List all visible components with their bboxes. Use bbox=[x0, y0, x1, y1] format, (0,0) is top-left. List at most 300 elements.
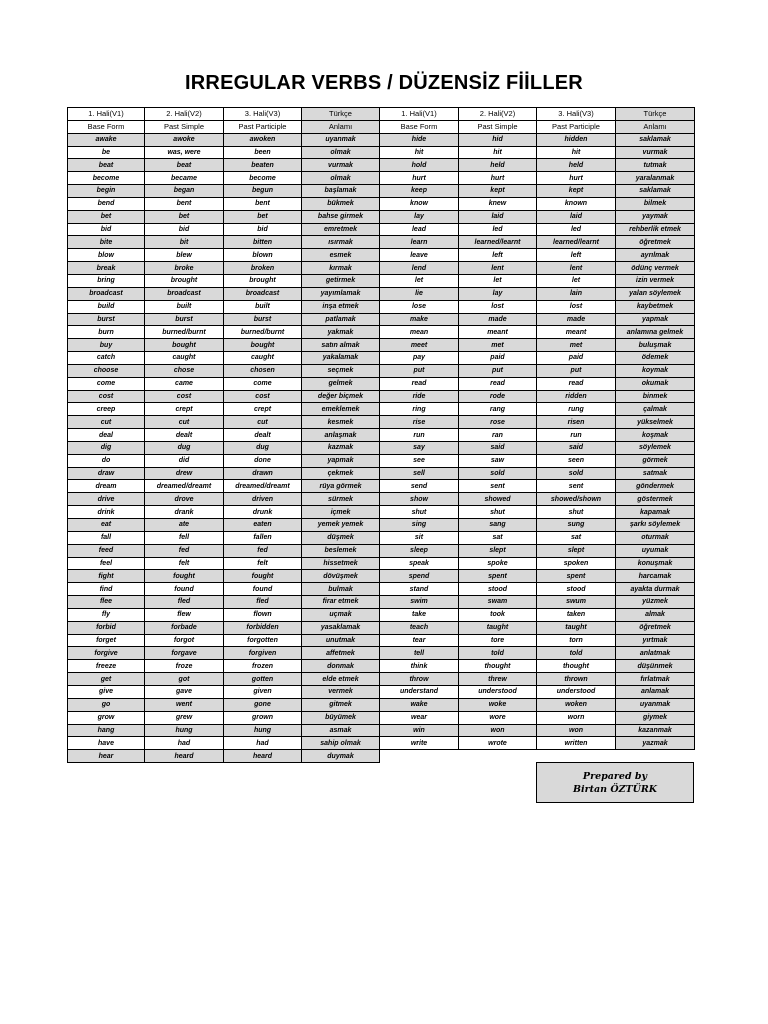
cell-meaning-left: yakalamak bbox=[302, 352, 380, 365]
cell-v1-left: be bbox=[68, 146, 145, 159]
cell-v2-left: felt bbox=[145, 557, 224, 570]
cell-v2-right: sang bbox=[459, 519, 537, 532]
cell-v2-left: flew bbox=[145, 608, 224, 621]
cell-v1-left: do bbox=[68, 454, 145, 467]
cell-v1-right: sleep bbox=[380, 544, 459, 557]
cell-meaning-right: yalan söylemek bbox=[616, 287, 695, 300]
cell-meaning-right: yükselmek bbox=[616, 416, 695, 429]
header-v1-right: Base Form bbox=[380, 120, 459, 133]
cell-v2-left: forbade bbox=[145, 621, 224, 634]
cell-v2-right: rose bbox=[459, 416, 537, 429]
cell-v2-left: ate bbox=[145, 519, 224, 532]
cell-meaning-left: bulmak bbox=[302, 583, 380, 596]
cell-v1-left: burn bbox=[68, 326, 145, 339]
cell-v2-left: built bbox=[145, 300, 224, 313]
cell-v1-left: deal bbox=[68, 429, 145, 442]
table-row bbox=[68, 519, 695, 532]
cell-v2-left: did bbox=[145, 454, 224, 467]
cell-v3-right: held bbox=[537, 159, 616, 172]
cell-v2-right: hit bbox=[459, 146, 537, 159]
cell-v3-left: begun bbox=[224, 185, 302, 198]
cell-v3-right: written bbox=[537, 737, 616, 750]
cell-v1-right: speak bbox=[380, 557, 459, 570]
cell-v1-left: feel bbox=[68, 557, 145, 570]
cell-meaning-left: yapmak bbox=[302, 454, 380, 467]
cell-v2-left: brought bbox=[145, 274, 224, 287]
cell-meaning-right: şarkı söylemek bbox=[616, 519, 695, 532]
cell-v1-left: get bbox=[68, 673, 145, 686]
cell-v1-right: rise bbox=[380, 416, 459, 429]
cell-v2-left: forgave bbox=[145, 647, 224, 660]
cell-meaning-right: çalmak bbox=[616, 403, 695, 416]
table-row bbox=[68, 313, 695, 326]
table-row bbox=[68, 197, 695, 210]
cell-v2-right bbox=[459, 750, 537, 763]
cell-v1-right: lose bbox=[380, 300, 459, 313]
cell-v3-right: laid bbox=[537, 210, 616, 223]
cell-v1-right: lay bbox=[380, 210, 459, 223]
cell-v3-left: given bbox=[224, 685, 302, 698]
cell-v2-left: burst bbox=[145, 313, 224, 326]
cell-v1-left: hang bbox=[68, 724, 145, 737]
cell-v3-left: cut bbox=[224, 416, 302, 429]
cell-meaning-left: gitmek bbox=[302, 698, 380, 711]
cell-v2-right: spent bbox=[459, 570, 537, 583]
cell-meaning-right: konuşmak bbox=[616, 557, 695, 570]
cell-v3-right: hit bbox=[537, 146, 616, 159]
prepared-by-box bbox=[536, 762, 694, 803]
cell-v2-right: took bbox=[459, 608, 537, 621]
table-row bbox=[68, 634, 695, 647]
cell-meaning-left: unutmak bbox=[302, 634, 380, 647]
cell-v1-left: beat bbox=[68, 159, 145, 172]
cell-meaning-right: fırlatmak bbox=[616, 673, 695, 686]
table-row bbox=[68, 480, 695, 493]
cell-v3-right bbox=[537, 750, 616, 763]
cell-v3-left: fought bbox=[224, 570, 302, 583]
cell-v2-left: burned/burnt bbox=[145, 326, 224, 339]
cell-v2-right: shut bbox=[459, 506, 537, 519]
cell-meaning-right: kaybetmek bbox=[616, 300, 695, 313]
table-row bbox=[68, 262, 695, 275]
cell-meaning-right: bilmek bbox=[616, 197, 695, 210]
table-row bbox=[68, 274, 695, 287]
cell-v3-left: awoken bbox=[224, 133, 302, 146]
cell-v3-right: told bbox=[537, 647, 616, 660]
cell-meaning-right: uyanmak bbox=[616, 698, 695, 711]
cell-v1-right: stand bbox=[380, 583, 459, 596]
cell-v1-right: leave bbox=[380, 249, 459, 262]
cell-v3-right: sat bbox=[537, 531, 616, 544]
cell-v2-left: bit bbox=[145, 236, 224, 249]
cell-v2-left: cut bbox=[145, 416, 224, 429]
table-row bbox=[68, 750, 695, 763]
cell-v1-left: draw bbox=[68, 467, 145, 480]
cell-v2-right: read bbox=[459, 377, 537, 390]
cell-meaning-left: satın almak bbox=[302, 339, 380, 352]
cell-v1-left: cut bbox=[68, 416, 145, 429]
cell-v3-left: forgotten bbox=[224, 634, 302, 647]
cell-v1-right: teach bbox=[380, 621, 459, 634]
cell-v2-left: drank bbox=[145, 506, 224, 519]
cell-v3-right: run bbox=[537, 429, 616, 442]
table-row bbox=[68, 364, 695, 377]
cell-v1-left: bet bbox=[68, 210, 145, 223]
table-row bbox=[68, 724, 695, 737]
cell-meaning-left: elde etmek bbox=[302, 673, 380, 686]
table-row bbox=[68, 608, 695, 621]
cell-meaning-right: anlatmak bbox=[616, 647, 695, 660]
cell-v2-left: bent bbox=[145, 197, 224, 210]
cell-v3-right: thought bbox=[537, 660, 616, 673]
cell-v2-right: lay bbox=[459, 287, 537, 300]
cell-v2-left: bought bbox=[145, 339, 224, 352]
cell-v3-left: become bbox=[224, 172, 302, 185]
cell-v1-right: know bbox=[380, 197, 459, 210]
cell-meaning-left: düşmek bbox=[302, 531, 380, 544]
table-row bbox=[68, 172, 695, 185]
cell-meaning-right: yüzmek bbox=[616, 596, 695, 609]
cell-meaning-right: öğretmek bbox=[616, 236, 695, 249]
cell-meaning-right: ödünç vermek bbox=[616, 262, 695, 275]
cell-meaning-right: yaymak bbox=[616, 210, 695, 223]
cell-v3-left: bought bbox=[224, 339, 302, 352]
table-row bbox=[68, 698, 695, 711]
cell-v1-right: run bbox=[380, 429, 459, 442]
cell-v1-right: let bbox=[380, 274, 459, 287]
cell-v3-left: come bbox=[224, 377, 302, 390]
table-row bbox=[68, 403, 695, 416]
cell-v1-left: flee bbox=[68, 596, 145, 609]
cell-v1-right: swim bbox=[380, 596, 459, 609]
cell-meaning-left: inşa etmek bbox=[302, 300, 380, 313]
cell-v2-right: slept bbox=[459, 544, 537, 557]
cell-v1-left: fall bbox=[68, 531, 145, 544]
cell-meaning-left: affetmek bbox=[302, 647, 380, 660]
cell-v1-right: show bbox=[380, 493, 459, 506]
cell-v2-left: broadcast bbox=[145, 287, 224, 300]
cell-v3-left: fled bbox=[224, 596, 302, 609]
cell-v3-right: met bbox=[537, 339, 616, 352]
cell-v2-left: broke bbox=[145, 262, 224, 275]
cell-meaning-left: vurmak bbox=[302, 159, 380, 172]
cell-v3-right: put bbox=[537, 364, 616, 377]
cell-meaning-right: ayrılmak bbox=[616, 249, 695, 262]
table-row bbox=[68, 429, 695, 442]
cell-v2-left: hung bbox=[145, 724, 224, 737]
cell-v2-right: meant bbox=[459, 326, 537, 339]
cell-v3-left: forgiven bbox=[224, 647, 302, 660]
cell-meaning-right: yırtmak bbox=[616, 634, 695, 647]
cell-v2-left: drove bbox=[145, 493, 224, 506]
table-row bbox=[68, 223, 695, 236]
cell-v3-right: lost bbox=[537, 300, 616, 313]
cell-meaning-right: yaralanmak bbox=[616, 172, 695, 185]
cell-v2-right: held bbox=[459, 159, 537, 172]
cell-v1-right: pay bbox=[380, 352, 459, 365]
cell-meaning-left: sahip olmak bbox=[302, 737, 380, 750]
cell-v3-left: fallen bbox=[224, 531, 302, 544]
cell-v1-left: give bbox=[68, 685, 145, 698]
cell-meaning-left: getirmek bbox=[302, 274, 380, 287]
table-row bbox=[68, 711, 695, 724]
table-body bbox=[68, 133, 695, 762]
cell-v3-left: fed bbox=[224, 544, 302, 557]
table-row bbox=[68, 685, 695, 698]
cell-meaning-right: binmek bbox=[616, 390, 695, 403]
cell-v1-right: shut bbox=[380, 506, 459, 519]
cell-v3-right: understood bbox=[537, 685, 616, 698]
cell-v3-left: had bbox=[224, 737, 302, 750]
cell-meaning-right: yazmak bbox=[616, 737, 695, 750]
cell-meaning-left: yasaklamak bbox=[302, 621, 380, 634]
cell-meaning-right bbox=[616, 750, 695, 763]
cell-v3-right: let bbox=[537, 274, 616, 287]
cell-v3-left: dreamed/dreamt bbox=[224, 480, 302, 493]
cell-v2-left: dealt bbox=[145, 429, 224, 442]
cell-meaning-left: emeklemek bbox=[302, 403, 380, 416]
cell-meaning-right: göstermek bbox=[616, 493, 695, 506]
cell-v2-left: drew bbox=[145, 467, 224, 480]
cell-v1-right: think bbox=[380, 660, 459, 673]
cell-v2-left: fed bbox=[145, 544, 224, 557]
header-v2-right: 2. Hali(V2) bbox=[459, 108, 537, 121]
cell-v3-right: seen bbox=[537, 454, 616, 467]
cell-v3-right: worn bbox=[537, 711, 616, 724]
cell-v1-left: creep bbox=[68, 403, 145, 416]
cell-meaning-right: ayakta durmak bbox=[616, 583, 695, 596]
cell-v2-right: won bbox=[459, 724, 537, 737]
cell-v3-left: grown bbox=[224, 711, 302, 724]
cell-meaning-left: emretmek bbox=[302, 223, 380, 236]
cell-v1-right: learn bbox=[380, 236, 459, 249]
cell-v1-right: mean bbox=[380, 326, 459, 339]
table-row bbox=[68, 583, 695, 596]
table-row bbox=[68, 326, 695, 339]
cell-v3-right: showed/shown bbox=[537, 493, 616, 506]
cell-meaning-left: uyanmak bbox=[302, 133, 380, 146]
cell-v2-left: went bbox=[145, 698, 224, 711]
cell-meaning-right: koşmak bbox=[616, 429, 695, 442]
cell-v1-left: hear bbox=[68, 750, 145, 763]
cell-meaning-left: kazmak bbox=[302, 441, 380, 454]
cell-v3-left: eaten bbox=[224, 519, 302, 532]
cell-v3-right: said bbox=[537, 441, 616, 454]
cell-v1-left: drive bbox=[68, 493, 145, 506]
cell-v2-right: wrote bbox=[459, 737, 537, 750]
cell-v1-right: lead bbox=[380, 223, 459, 236]
cell-v3-right: left bbox=[537, 249, 616, 262]
cell-v3-right: led bbox=[537, 223, 616, 236]
cell-v3-left: found bbox=[224, 583, 302, 596]
table-row bbox=[68, 210, 695, 223]
cell-meaning-right: görmek bbox=[616, 454, 695, 467]
cell-meaning-left: anlaşmak bbox=[302, 429, 380, 442]
cell-meaning-right: ödemek bbox=[616, 352, 695, 365]
table-row bbox=[68, 570, 695, 583]
cell-v2-right: ran bbox=[459, 429, 537, 442]
cell-meaning-right: anlamak bbox=[616, 685, 695, 698]
cell-v1-left: begin bbox=[68, 185, 145, 198]
cell-v3-left: dug bbox=[224, 441, 302, 454]
cell-v3-right: paid bbox=[537, 352, 616, 365]
cell-v1-left: eat bbox=[68, 519, 145, 532]
table-row bbox=[68, 621, 695, 634]
cell-v2-right: lost bbox=[459, 300, 537, 313]
cell-v3-right: taken bbox=[537, 608, 616, 621]
cell-v1-right: write bbox=[380, 737, 459, 750]
cell-v3-left: felt bbox=[224, 557, 302, 570]
cell-meaning-right: oturmak bbox=[616, 531, 695, 544]
cell-meaning-right: almak bbox=[616, 608, 695, 621]
cell-v3-right: sold bbox=[537, 467, 616, 480]
cell-v2-right: sold bbox=[459, 467, 537, 480]
table-row bbox=[68, 236, 695, 249]
cell-v2-right: woke bbox=[459, 698, 537, 711]
cell-v3-left: bet bbox=[224, 210, 302, 223]
cell-v1-right: take bbox=[380, 608, 459, 621]
cell-v1-right bbox=[380, 750, 459, 763]
cell-v1-right: wake bbox=[380, 698, 459, 711]
header-v1-left: 1. Hali(V1) bbox=[68, 108, 145, 121]
cell-v2-right: said bbox=[459, 441, 537, 454]
cell-v3-right: torn bbox=[537, 634, 616, 647]
cell-v2-left: dreamed/dreamt bbox=[145, 480, 224, 493]
cell-meaning-left: beslemek bbox=[302, 544, 380, 557]
cell-v3-right: spoken bbox=[537, 557, 616, 570]
cell-meaning-left: kesmek bbox=[302, 416, 380, 429]
cell-v3-left: cost bbox=[224, 390, 302, 403]
cell-v2-left: heard bbox=[145, 750, 224, 763]
cell-v2-left: chose bbox=[145, 364, 224, 377]
cell-v1-right: meet bbox=[380, 339, 459, 352]
table-row bbox=[68, 467, 695, 480]
cell-meaning-left: bükmek bbox=[302, 197, 380, 210]
cell-v3-left: hung bbox=[224, 724, 302, 737]
header-v2-left: 2. Hali(V2) bbox=[145, 108, 224, 121]
cell-v3-right: lent bbox=[537, 262, 616, 275]
cell-meaning-left: seçmek bbox=[302, 364, 380, 377]
cell-v3-left: crept bbox=[224, 403, 302, 416]
cell-meaning-left: yemek yemek bbox=[302, 519, 380, 532]
cell-meaning-left: bahse girmek bbox=[302, 210, 380, 223]
cell-meaning-left: hissetmek bbox=[302, 557, 380, 570]
cell-meaning-right: giymek bbox=[616, 711, 695, 724]
cell-v3-left: done bbox=[224, 454, 302, 467]
cell-v2-right: learned/learnt bbox=[459, 236, 537, 249]
table-row bbox=[68, 493, 695, 506]
cell-meaning-right: satmak bbox=[616, 467, 695, 480]
cell-v2-right: laid bbox=[459, 210, 537, 223]
cell-meaning-left: esmek bbox=[302, 249, 380, 262]
cell-v3-right: learned/learnt bbox=[537, 236, 616, 249]
cell-v1-left: forgive bbox=[68, 647, 145, 660]
cell-v2-left: had bbox=[145, 737, 224, 750]
cell-v2-left: cost bbox=[145, 390, 224, 403]
cell-v2-right: sent bbox=[459, 480, 537, 493]
cell-meaning-right: tutmak bbox=[616, 159, 695, 172]
cell-v2-right: let bbox=[459, 274, 537, 287]
cell-v1-right: sing bbox=[380, 519, 459, 532]
cell-v1-right: sell bbox=[380, 467, 459, 480]
cell-v1-left: bend bbox=[68, 197, 145, 210]
cell-v1-right: lend bbox=[380, 262, 459, 275]
cell-v2-left: caught bbox=[145, 352, 224, 365]
cell-v2-right: left bbox=[459, 249, 537, 262]
table-row bbox=[68, 133, 695, 146]
table-row bbox=[68, 377, 695, 390]
cell-meaning-left: firar etmek bbox=[302, 596, 380, 609]
cell-v1-left: grow bbox=[68, 711, 145, 724]
table-row bbox=[68, 596, 695, 609]
table-row bbox=[68, 416, 695, 429]
cell-v1-right: win bbox=[380, 724, 459, 737]
cell-v2-left: fell bbox=[145, 531, 224, 544]
table-row bbox=[68, 441, 695, 454]
cell-v2-left: got bbox=[145, 673, 224, 686]
cell-meaning-left: uçmak bbox=[302, 608, 380, 621]
cell-v3-right: read bbox=[537, 377, 616, 390]
cell-v3-left: built bbox=[224, 300, 302, 313]
header-meaning-right: Türkçe bbox=[616, 108, 695, 121]
header-v2-left: Past Simple bbox=[145, 120, 224, 133]
cell-v3-right: risen bbox=[537, 416, 616, 429]
header-meaning-left: Anlamı bbox=[302, 120, 380, 133]
cell-v3-left: heard bbox=[224, 750, 302, 763]
cell-v1-right: throw bbox=[380, 673, 459, 686]
table-row bbox=[68, 352, 695, 365]
header-v3-right: Past Participle bbox=[537, 120, 616, 133]
table-row bbox=[68, 287, 695, 300]
cell-meaning-left: değer biçmek bbox=[302, 390, 380, 403]
cell-v2-right: rang bbox=[459, 403, 537, 416]
cell-v3-left: frozen bbox=[224, 660, 302, 673]
cell-v2-right: tore bbox=[459, 634, 537, 647]
table-row bbox=[68, 673, 695, 686]
cell-v1-right: tell bbox=[380, 647, 459, 660]
cell-v1-left: awake bbox=[68, 133, 145, 146]
cell-v2-left: grew bbox=[145, 711, 224, 724]
cell-v1-right: understand bbox=[380, 685, 459, 698]
cell-v2-right: swam bbox=[459, 596, 537, 609]
header-v1-right: 1. Hali(V1) bbox=[380, 108, 459, 121]
cell-v1-right: hide bbox=[380, 133, 459, 146]
cell-v3-left: chosen bbox=[224, 364, 302, 377]
cell-v1-left: forbid bbox=[68, 621, 145, 634]
cell-meaning-left: içmek bbox=[302, 506, 380, 519]
cell-v3-right: shut bbox=[537, 506, 616, 519]
cell-meaning-left: olmak bbox=[302, 146, 380, 159]
cell-v2-left: dug bbox=[145, 441, 224, 454]
cell-v3-left: beaten bbox=[224, 159, 302, 172]
prepared-by-label: Prepared by bbox=[582, 770, 648, 782]
cell-v2-left: was, were bbox=[145, 146, 224, 159]
cell-meaning-left: yayımlamak bbox=[302, 287, 380, 300]
cell-meaning-left: ısırmak bbox=[302, 236, 380, 249]
cell-meaning-left: asmak bbox=[302, 724, 380, 737]
cell-meaning-right: koymak bbox=[616, 364, 695, 377]
cell-v3-right: kept bbox=[537, 185, 616, 198]
author-name: Birtan ÖZTÜRK bbox=[572, 783, 658, 795]
cell-v2-right: taught bbox=[459, 621, 537, 634]
cell-v2-right: stood bbox=[459, 583, 537, 596]
table-row bbox=[68, 557, 695, 570]
cell-v1-left: cost bbox=[68, 390, 145, 403]
cell-v1-right: spend bbox=[380, 570, 459, 583]
cell-v2-right: kept bbox=[459, 185, 537, 198]
cell-v1-left: bite bbox=[68, 236, 145, 249]
cell-v2-right: knew bbox=[459, 197, 537, 210]
